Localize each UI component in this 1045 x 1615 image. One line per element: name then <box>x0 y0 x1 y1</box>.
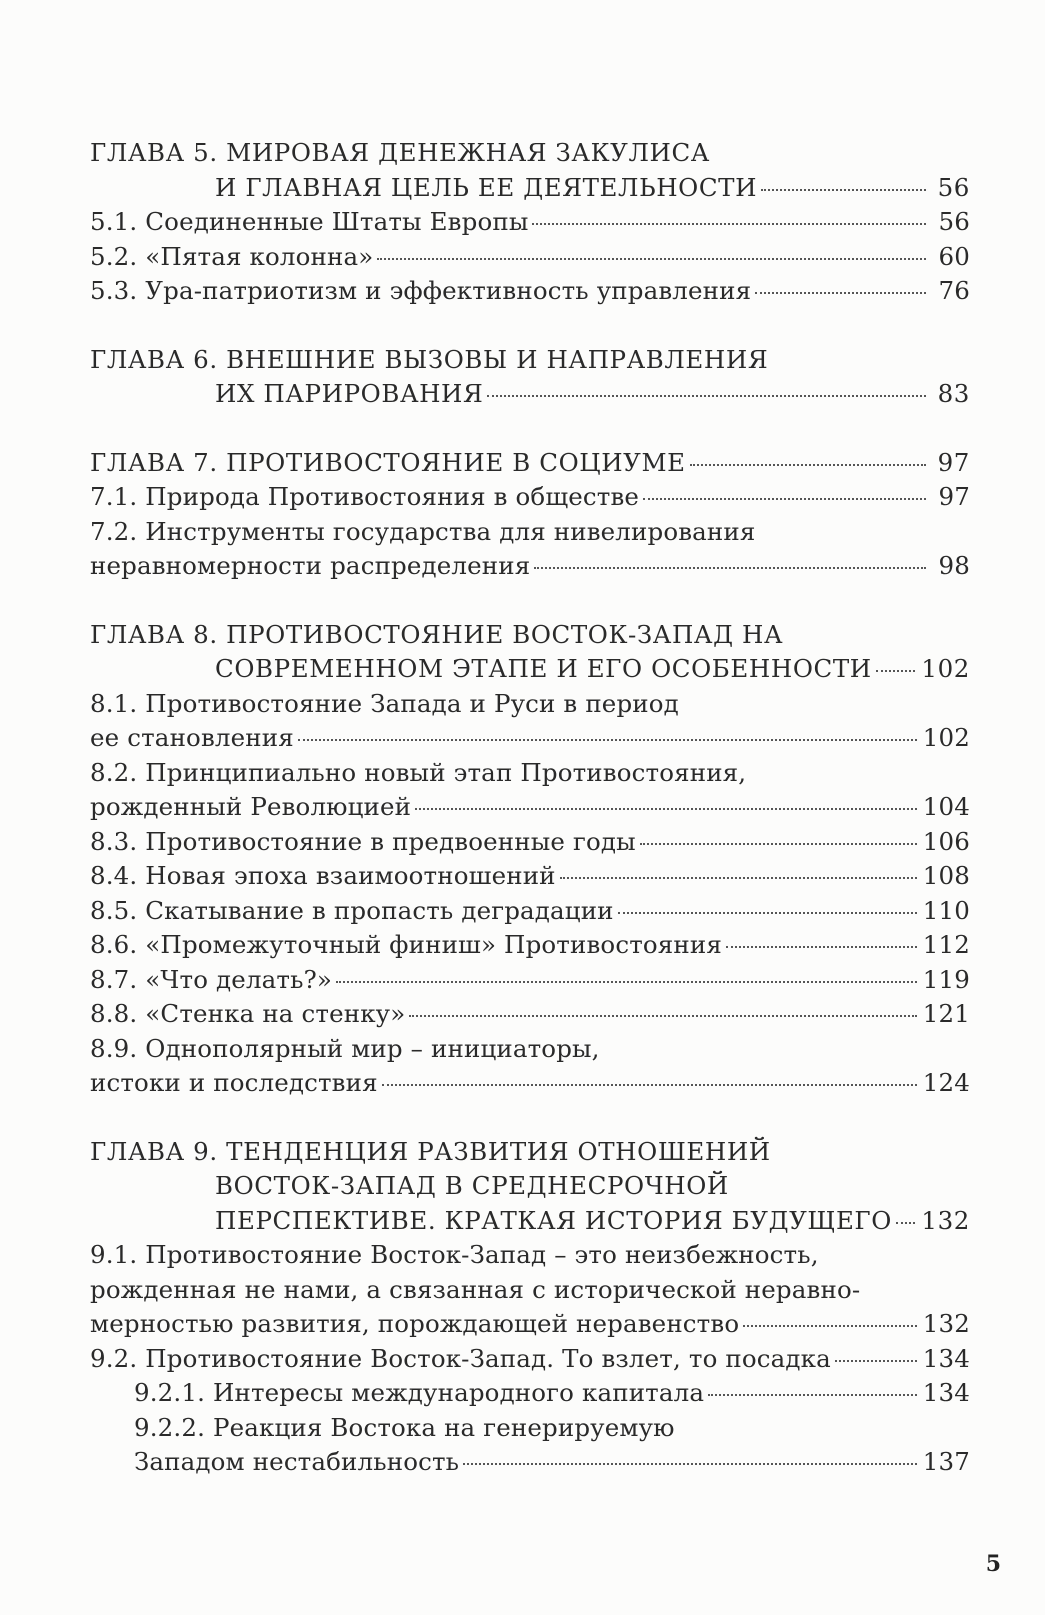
toc-entry-text: 9.1. Противостояние Восток-Запад – это неизбежность, <box>90 1240 819 1269</box>
toc-page-number: 102 <box>922 723 970 752</box>
dot-leader <box>463 1462 917 1465</box>
dot-leader <box>377 257 926 260</box>
toc-entry-line <box>90 721 970 756</box>
toc-chapter-section <box>90 136 970 309</box>
dot-leader <box>876 669 916 672</box>
toc-entry-line <box>90 894 970 929</box>
toc-entry-text: И ГЛАВНАЯ ЦЕЛЬ ЕЕ ДЕЯТЕЛЬНОСТИ <box>215 172 758 202</box>
toc-entry-line <box>90 549 970 584</box>
toc-entry-line <box>90 687 970 722</box>
toc-entry-text: истоки и последствия <box>90 1068 378 1097</box>
toc-entry-text: ГЛАВА 9. ТЕНДЕНЦИЯ РАЗВИТИЯ ОТНОШЕНИЙ <box>90 1136 771 1166</box>
chapter-title-line <box>90 446 970 481</box>
toc-entry-text: 8.2. Принципиально новый этап Противостояния, <box>90 757 747 787</box>
toc-chapter-section <box>90 1135 970 1480</box>
toc-entry-text: 5.3. Ура-патриотизм и эффективность управления <box>90 276 752 305</box>
dot-leader <box>409 1014 916 1017</box>
toc-page-number: 76 <box>938 276 970 305</box>
toc-entry-line <box>90 1273 970 1308</box>
chapter-title-line <box>90 652 970 687</box>
dot-leader <box>708 1393 917 1396</box>
toc-page-number: 98 <box>938 551 970 580</box>
toc-entry-text: неравномерности распределения <box>90 551 531 580</box>
toc-entry-line <box>90 480 970 515</box>
dot-leader <box>896 1221 915 1224</box>
toc-entry-text: СОВРЕМЕННОМ ЭТАПЕ И ЕГО ОСОБЕННОСТИ <box>215 654 872 683</box>
toc-page-number: 102 <box>921 654 970 683</box>
chapter-title-line <box>90 1135 970 1170</box>
toc-page-number: 97 <box>938 482 970 511</box>
toc-entry-text: 7.1. Природа Противостояния в обществе <box>90 482 640 511</box>
dot-leader <box>835 1359 917 1362</box>
chapter-title-line <box>90 377 970 412</box>
chapter-title-line <box>90 1169 970 1204</box>
toc-entry-text: ГЛАВА 5. МИРОВАЯ ДЕНЕЖНАЯ ЗАКУЛИСА <box>90 138 710 167</box>
toc-page-number: 106 <box>922 826 970 856</box>
toc-entry-line <box>90 1376 970 1411</box>
toc-entry-line <box>90 1066 970 1101</box>
dot-leader <box>640 842 917 845</box>
toc-entry-text: 8.5. Скатывание в пропасть деградации <box>90 895 614 925</box>
dot-leader <box>534 566 926 569</box>
toc-chapter-section <box>90 446 970 584</box>
toc-entry-text: 8.6. «Промежуточный финиш» Противостояния <box>90 930 722 959</box>
dot-leader <box>382 1083 917 1086</box>
toc-entry-line <box>90 1032 970 1067</box>
dot-leader <box>643 497 926 500</box>
toc-entry-text: ГЛАВА 7. ПРОТИВОСТОЯНИЕ В СОЦИУМЕ <box>90 447 686 477</box>
toc-entry-text: 8.1. Противостояние Запада и Руси в период <box>90 688 679 718</box>
toc-entry-text: рожденная не нами, а связанная с исторической неравно- <box>90 1274 861 1304</box>
toc-chapter-section <box>90 343 970 412</box>
dot-leader <box>618 911 917 914</box>
toc-page-number: 132 <box>922 1309 970 1338</box>
toc-entry-line <box>90 1307 970 1342</box>
toc-page-number: 104 <box>922 792 970 821</box>
toc-entry-line <box>90 928 970 963</box>
dot-leader <box>298 738 917 741</box>
page-number: 5 <box>985 1551 1001 1577</box>
dot-leader <box>560 876 917 879</box>
toc-entry-line <box>90 963 970 998</box>
toc-entry-text: 9.2.1. Интересы международного капитала <box>134 1378 705 1407</box>
toc-entry-line <box>90 997 970 1032</box>
toc-entry-text: 9.2. Противостояние Восток-Запад. То взлет, то посадка <box>90 1343 831 1373</box>
toc-page-number: 56 <box>938 207 970 236</box>
dot-leader <box>415 807 917 810</box>
toc-entry-text: 8.3. Противостояние в предвоенные годы <box>90 826 636 856</box>
toc-entry-text: 8.9. Однополярный мир – инициаторы, <box>90 1033 600 1063</box>
toc-entry-text: мерностью развития, порождающей неравенство <box>90 1309 740 1338</box>
chapter-title-line <box>90 618 970 653</box>
toc-entry-text: 8.8. «Стенка на стенку» <box>90 999 406 1028</box>
toc-entry-line <box>90 1238 970 1273</box>
toc-entry-text: 7.2. Инструменты государства для нивелирования <box>90 516 756 546</box>
toc-page-number: 83 <box>937 379 970 408</box>
toc-entry-text: ГЛАВА 6. ВНЕШНИЕ ВЫЗОВЫ И НАПРАВЛЕНИЯ <box>90 344 769 374</box>
toc-entry-text: 8.4. Новая эпоха взаимоотношений <box>90 861 556 890</box>
toc-entry-text: ее становления <box>90 723 294 752</box>
chapter-title-line <box>90 136 970 171</box>
toc-entry-text: рожденный Революцией <box>90 792 412 821</box>
dot-leader <box>532 222 926 225</box>
toc-page-number: 97 <box>937 447 970 477</box>
toc-page-number: 110 <box>922 895 970 925</box>
toc-entry-text: ПЕРСПЕКТИВЕ. КРАТКАЯ ИСТОРИЯ БУДУЩЕГО <box>215 1205 892 1235</box>
chapter-title-line <box>90 1204 970 1239</box>
toc-entry-line <box>90 274 970 309</box>
toc-page-number: 108 <box>922 861 970 890</box>
toc-entry-line <box>90 515 970 550</box>
toc-entry-line <box>90 1411 970 1446</box>
toc-entry-line <box>90 825 970 860</box>
toc-page-number: 124 <box>922 1068 970 1097</box>
toc-entry-line <box>90 790 970 825</box>
toc-entry-text: ВОСТОК-ЗАПАД В СРЕДНЕСРОЧНОЙ <box>215 1171 729 1200</box>
toc-entry-text: 5.2. «Пятая колонна» <box>90 241 374 271</box>
dot-leader <box>487 394 926 397</box>
dot-leader <box>755 291 926 294</box>
toc-chapter-section <box>90 618 970 1101</box>
toc-entry-line <box>90 1342 970 1377</box>
toc-entry-text: 5.1. Соединенные Штаты Европы <box>90 207 529 236</box>
toc-entry-text: 8.7. «Что делать?» <box>90 964 333 994</box>
toc-page-number: 132 <box>921 1205 970 1235</box>
chapter-title-line <box>90 343 970 378</box>
toc-entry-line <box>90 240 970 275</box>
toc-entry-text: Западом нестабильность <box>134 1447 460 1476</box>
toc-page-number: 137 <box>922 1447 970 1476</box>
toc-page-number: 112 <box>922 930 970 959</box>
dot-leader <box>726 945 917 948</box>
chapter-title-line <box>90 171 970 206</box>
toc-page-number: 121 <box>922 999 970 1028</box>
table-of-contents <box>90 136 970 1514</box>
toc-entry-text: ГЛАВА 8. ПРОТИВОСТОЯНИЕ ВОСТОК-ЗАПАД НА <box>90 619 784 649</box>
dot-leader <box>690 463 926 466</box>
toc-page-number: 119 <box>922 964 970 994</box>
toc-entry-line <box>90 1445 970 1480</box>
toc-entry-line <box>90 756 970 791</box>
toc-page-number: 56 <box>937 172 970 202</box>
toc-entry-line <box>90 859 970 894</box>
toc-page-number: 60 <box>938 241 970 271</box>
dot-leader <box>336 980 917 983</box>
toc-entry-text: 9.2.2. Реакция Востока на генерируемую <box>134 1412 675 1442</box>
toc-entry-text: ИХ ПАРИРОВАНИЯ <box>215 379 484 408</box>
toc-entry-line <box>90 205 970 240</box>
toc-page-number: 134 <box>922 1378 970 1407</box>
toc-page-number: 134 <box>922 1343 970 1373</box>
dot-leader <box>743 1324 917 1327</box>
dot-leader <box>761 188 926 191</box>
